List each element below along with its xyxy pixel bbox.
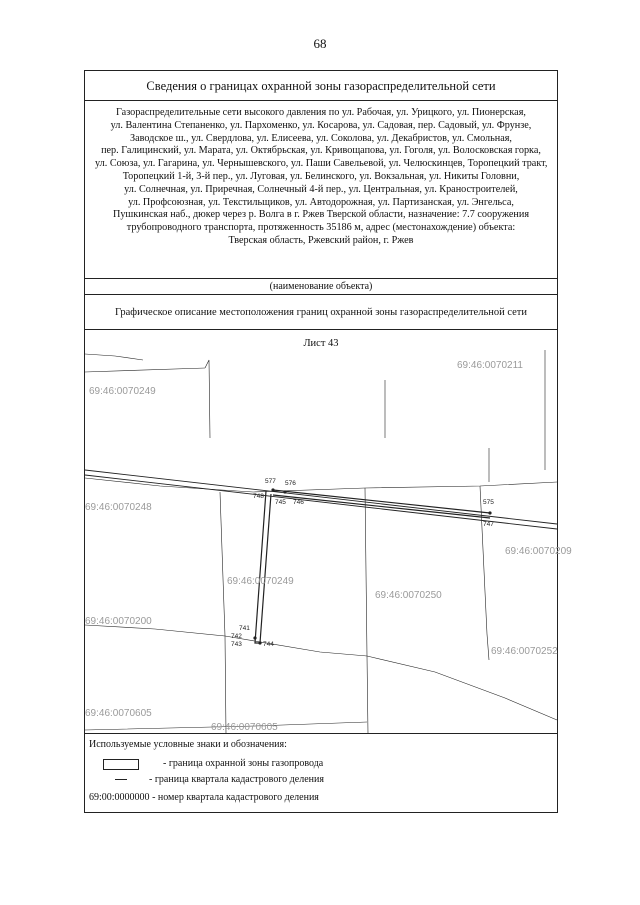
protection-zone-boundary <box>255 491 271 643</box>
page-number: 68 <box>313 36 327 51</box>
description-line: Тверская область, Ржевский район, г. Ржев <box>228 234 414 246</box>
description-line: Торопецкий 1-й, 3-й пер., ул. Луговая, ул. Белинского, ул. Вокзальная, ул. Никиты Головни, <box>122 170 520 182</box>
quarter-label: 69:46:0070605 <box>211 722 278 733</box>
protection-zone-boundary <box>273 495 490 518</box>
graphic-description-title: Графическое описание местоположения границ охранной зоны газораспределительной сети <box>85 295 557 330</box>
point-label: 745 <box>275 499 286 506</box>
description-line: ул. Солнечная, ул. Приречная, Солнечный 4-й пер., ул. Центральная, ул. Краностроителей, <box>124 183 518 195</box>
quarter-label: 69:46:0070249 <box>227 576 294 587</box>
description-line: ул. Союза, ул. Гагарина, ул. Чернышевского, ул. Паши Савельевой, ул. Челюскинцев, Торопецкий тракт, <box>95 158 548 170</box>
boundary-info-form <box>84 70 572 813</box>
quarter-label: 69:46:0070250 <box>375 590 442 601</box>
description-line: ул. Профсоюзная, ул. Текстильщиков, ул. Автодорожная, ул. Партизанская, ул. Энгельса, <box>128 196 514 208</box>
object-description <box>85 101 557 279</box>
street-edge <box>85 470 557 524</box>
quarter-label: 69:46:0070248 <box>85 502 152 513</box>
legend-item-protection-zone: - граница охранной зоны газопровода <box>163 758 324 769</box>
quarter-boundary <box>220 492 226 734</box>
quarter-label: 69:46:0070605 <box>85 708 152 719</box>
quarter-label: 69:46:0070209 <box>505 546 572 557</box>
survey-point <box>488 511 491 514</box>
description-line: трубопроводного транспорта, протяженность 35186 м, адрес (местонахождение) объекта: <box>126 222 516 234</box>
quarter-number-sample: 69:00:0000000 <box>89 792 150 803</box>
quarter-boundary <box>365 488 368 734</box>
point-label: 577 <box>265 478 276 485</box>
point-label: 576 <box>285 480 296 487</box>
cadastral-map <box>85 330 572 734</box>
point-label: 747 <box>483 521 494 528</box>
quarter-number-label: - номер квартала кадастрового деления <box>149 792 319 803</box>
point-label: 748 <box>253 493 264 500</box>
point-label: 746 <box>293 499 304 506</box>
survey-point <box>271 488 274 491</box>
quarter-label: 69:46:0070252 <box>491 646 558 657</box>
object-name-caption: (наименование объекта) <box>85 279 557 295</box>
form-title: Сведения о границах охранной зоны газораспределительной сети <box>85 71 557 101</box>
quarter-boundary <box>367 656 557 720</box>
description-line: Пушкинская наб., дюкер через р. Волга в г. Ржев Тверской области, назначение: 7.7 сооружения <box>112 209 530 221</box>
protection-zone-boundary <box>273 490 490 513</box>
quarter-boundary <box>85 368 205 372</box>
legend-item-quarter-number <box>89 792 319 803</box>
description-line: ул. Валентина Степаненко, ул. Пархоменко, ул. Косарова, ул. Садовая, пер. Садовый, ул. Фрунзе, <box>110 119 532 131</box>
protection-zone-symbol-icon <box>103 759 139 770</box>
point-label: 741 <box>239 625 250 632</box>
quarter-boundary <box>85 354 143 360</box>
quarter-boundary-symbol-icon <box>115 779 127 780</box>
point-label: 744 <box>263 641 274 648</box>
quarter-boundary <box>253 482 557 492</box>
quarter-label: 69:46:0070211 <box>457 360 523 371</box>
quarter-label: 69:46:0070200 <box>85 616 152 627</box>
legend <box>85 734 557 812</box>
quarter-boundary <box>225 636 367 656</box>
description-line: Заводское ш., ул. Свердлова, ул. Елисеева, ул. Соколова, ул. Декабристов, ул. Смольная, <box>130 132 512 144</box>
point-label: 742 <box>231 633 242 640</box>
survey-point <box>283 490 286 493</box>
survey-point <box>253 636 256 639</box>
legend-item-quarter-boundary: - граница квартала кадастрового деления <box>149 774 324 785</box>
survey-point <box>258 641 261 644</box>
quarter-boundary <box>205 360 210 438</box>
sheet-label: Лист 43 <box>303 338 339 349</box>
description-line: Газораспределительные сети высокого давления по ул. Рабочая, ул. Урицкого, ул. Пионерская, <box>116 107 526 118</box>
point-label: 575 <box>483 499 494 506</box>
description-line: пер. Галицинский, ул. Марата, ул. Октябрьская, ул. Кривощапова, ул. Гоголя, ул. Волосковская горка, <box>101 145 541 157</box>
quarter-label: 69:46:0070249 <box>89 386 156 397</box>
point-label: 743 <box>231 641 242 648</box>
map-section <box>85 330 572 734</box>
legend-title: Используемые условные знаки и обозначения: <box>89 739 287 750</box>
